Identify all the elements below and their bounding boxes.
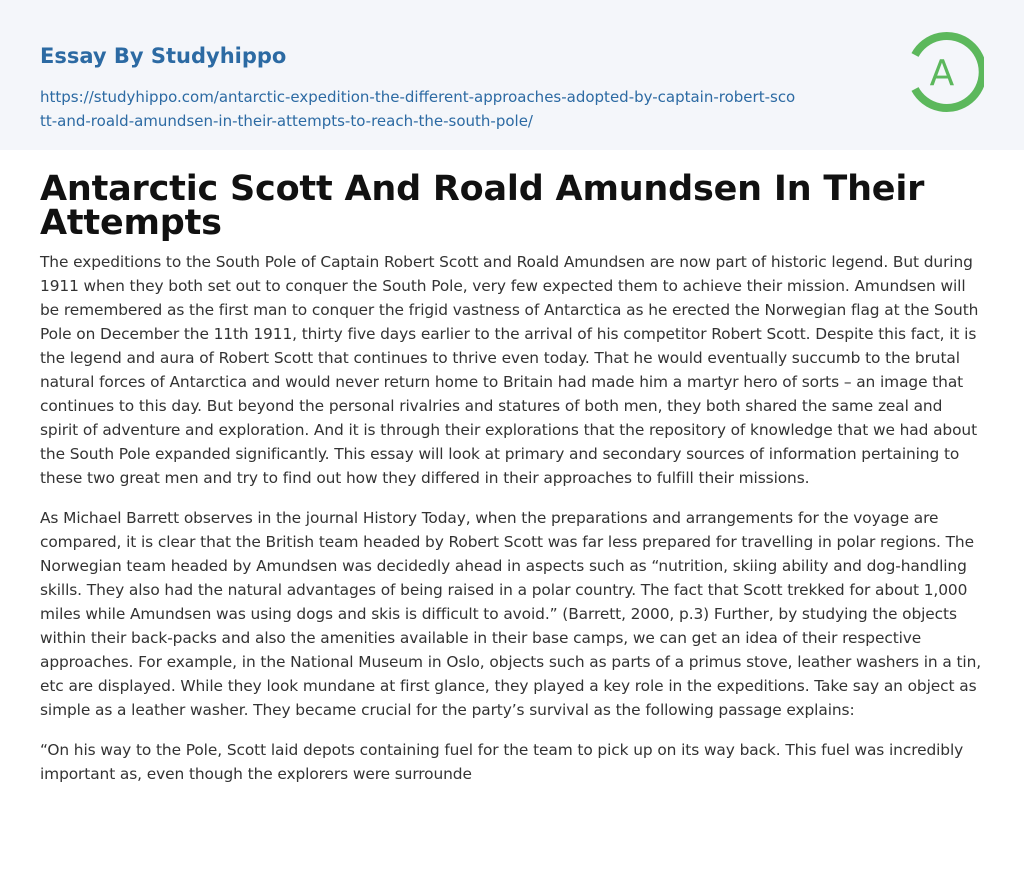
page-title: Antarctic Scott And Roald Amundsen In Their Attempts xyxy=(40,169,925,243)
paragraph: “On his way to the Pole, Scott laid depots containing fuel for the team to pick up on its way back. This fuel was incredibly important as, even though the explorers were surrounde xyxy=(40,741,964,783)
site-title[interactable]: Essay By Studyhippo xyxy=(40,44,287,68)
site-header xyxy=(0,0,1024,150)
paragraph: The expeditions to the South Pole of Captain Robert Scott and Roald Amundsen are now part of historic legend. But during 1911 when they both set out to conquer the South Pole, very few expected them to achieve their mission. Amundsen will be remembered as the first man to conquer the frigid vastness of Antarctica as he erected the Norwegian flag at the South Pole on December the 11th 1911, thirty five days earlier to the arrival of his competitor Robert Scott. Despite this fact, it is the legend and aura of Robert Scott that continues to thrive even today. That he would eventually succumb to the brutal natural forces of Antarctica and would never return home to Britain had made him a martyr hero of sorts – an image that continues to this day. But beyond the personal rivalries and statures of both men, they both shared the same zeal and spirit of adventure and exploration. And it is through their explorations that the repository of knowledge that we had about the South Pole expanded significantly. This essay will look at primary and secondary sources of information pertaining to these two great men and try to find out how they differed in their approaches to fulfill their missions. xyxy=(40,253,979,487)
source-url-link[interactable]: https://studyhippo.com/antarctic-expedition-the-different-approaches-adopted-by-captain-robert-scott-and-roald-amundsen-in-their-attempts-to-reach-the-south-pole/ xyxy=(40,88,796,130)
studyhippo-logo-icon[interactable] xyxy=(900,30,984,114)
paragraph: As Michael Barrett observes in the journal History Today, when the preparations and arrangements for the voyage are compared, it is clear that the British team headed by Robert Scott was far less prepared for travelling in polar regions. The Norwegian team headed by Amundsen was decidedly ahead in aspects such as “nutrition, skiing ability and dog-handling skills. They also had the natural advantages of being raised in a polar country. The fact that Scott trekked for about 1,000 miles while Amundsen was using dogs and skis is difficult to avoid.” (Barrett, 2000, p.3) Further, by studying the objects within their back-packs and also the amenities available in their base camps, we can get an idea of their respective approaches. For example, in the National Museum in Oslo, objects such as parts of a primus stove, leather washers in a tin, etc are displayed. While they look mundane at first glance, they played a key role in the expeditions. Take say an object as simple as a leather washer. They became crucial for the party’s survival as the following passage explains: xyxy=(40,509,982,719)
article-body xyxy=(0,169,1024,786)
logo-letter: A xyxy=(929,53,955,94)
